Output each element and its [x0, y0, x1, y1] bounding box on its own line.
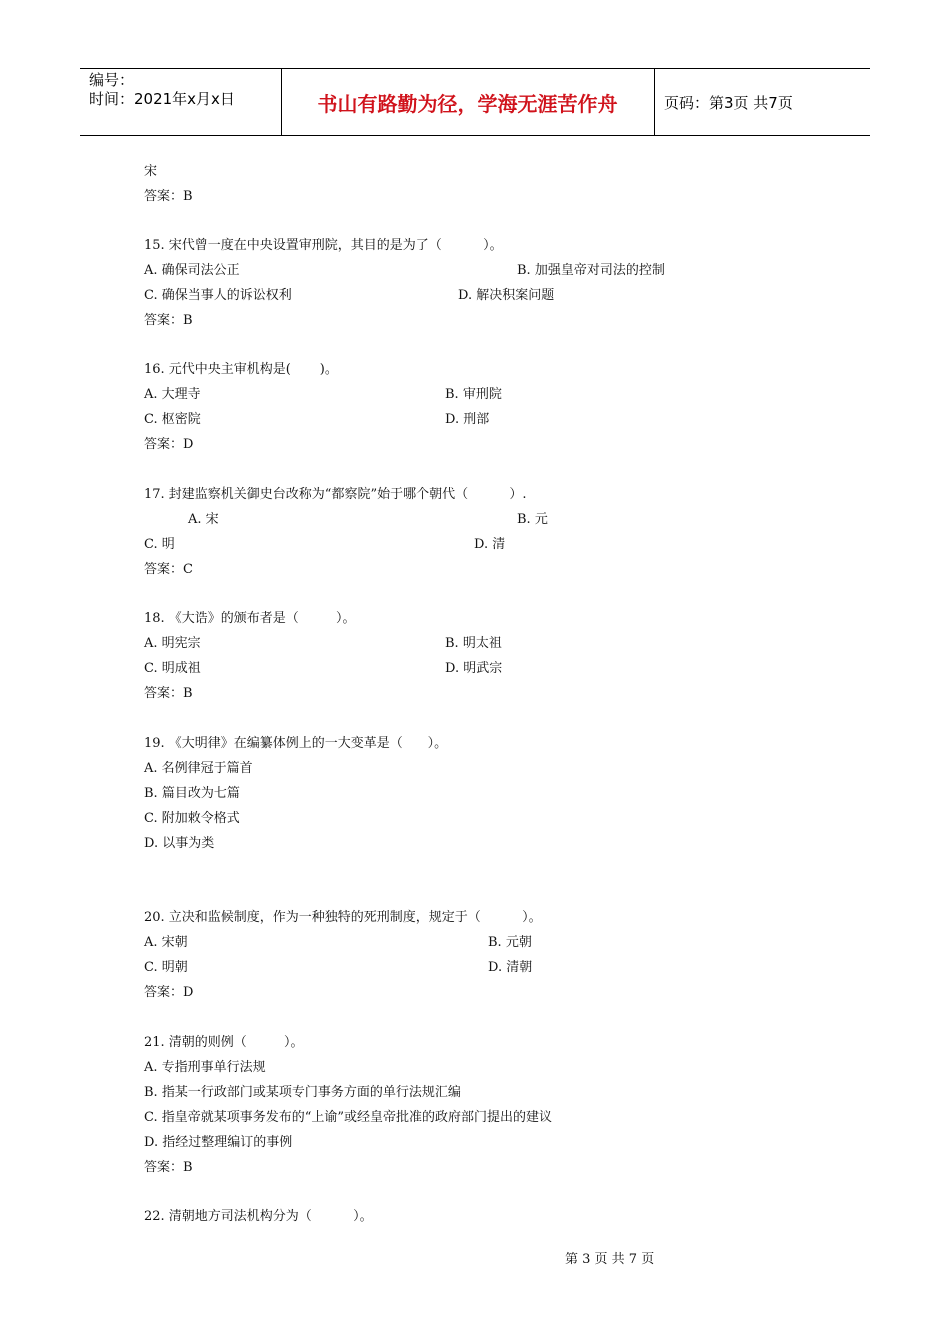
question-21-option-a: A. 专指刑事单行法规 [144, 1060, 266, 1075]
question-16-option-a: A. 大理寺 [144, 387, 201, 402]
question-17-option-c: C. 明 [144, 537, 175, 552]
question-18-answer: 答案：B [144, 686, 193, 701]
question-15-option-c: C. 确保当事人的诉讼权利 [144, 288, 292, 303]
question-15-answer: 答案：B [144, 313, 193, 328]
question-21-answer: 答案：B [144, 1160, 193, 1175]
question-21-option-c: C. 指皇帝就某项事务发布的“上谕”或经皇帝批准的政府部门提出的建议 [144, 1110, 553, 1125]
question-20-option-a: A. 宋朝 [144, 935, 188, 950]
question-20-option-b: B. 元朝 [488, 935, 532, 950]
question-18-option-c: C. 明成祖 [144, 661, 201, 676]
question-20-stem: 20. 立决和监候制度，作为一种独特的死刑制度，规定于（ ）。 [144, 910, 542, 925]
question-15-stem: 15. 宋代曾一度在中央设置审刑院，其目的是为了（ ）。 [144, 238, 503, 253]
question-20-answer: 答案：D [144, 985, 194, 1000]
question-17-option-d: D. 清 [474, 537, 506, 552]
question-21-option-b: B. 指某一行政部门或某项专门事务方面的单行法规汇编 [144, 1085, 461, 1100]
question-16-stem: 16. 元代中央主审机构是( )。 [144, 362, 338, 377]
answer: 答案：B [144, 189, 193, 204]
header-page-label: 页码：第3页 共7页 [664, 94, 793, 112]
header-divider [654, 68, 655, 136]
question-17-answer: 答案：C [144, 562, 193, 577]
question-20-option-d: D. 清朝 [488, 960, 533, 975]
question-21-option-d: D. 指经过整理编订的事例 [144, 1135, 293, 1150]
question-18-option-a: A. 明宪宗 [144, 636, 201, 651]
question-20-option-c: C. 明朝 [144, 960, 188, 975]
question-15-option-a: A. 确保司法公正 [144, 263, 240, 278]
question-19-option-b: B. 篇目改为七篇 [144, 786, 240, 801]
question-22-stem: 22. 清朝地方司法机构分为（ ）。 [144, 1209, 373, 1224]
question-19-option-a: A. 名例律冠于篇首 [144, 761, 253, 776]
question-19-option-d: D. 以事为类 [144, 836, 215, 851]
document-date: 时间：2021年x月x日 [89, 90, 235, 108]
header-motto: 书山有路勤为径，学海无涯苦作舟 [317, 92, 618, 116]
carryover-option: 宋 [144, 164, 158, 179]
header-top-rule [80, 68, 870, 69]
page-footer: 第 3 页 共 7 页 [565, 1252, 655, 1267]
header-info [89, 71, 235, 109]
question-21-stem: 21. 清朝的则例（ ）。 [144, 1035, 304, 1050]
header-bottom-rule [80, 135, 870, 136]
question-16-option-d: D. 刑部 [445, 412, 490, 427]
question-16-option-c: C. 枢密院 [144, 412, 201, 427]
question-19-option-c: C. 附加敕令格式 [144, 811, 240, 826]
question-15-option-b: B. 加强皇帝对司法的控制 [517, 263, 665, 278]
question-16-answer: 答案：D [144, 437, 194, 452]
question-17-option-a: A. 宋 [188, 512, 219, 527]
question-19-stem: 19. 《大明律》在编纂体例上的一大变革是（ ）。 [144, 736, 448, 751]
document-number-label: 编号： [89, 71, 135, 89]
question-18-stem: 18. 《大诰》的颁布者是（ ）。 [144, 611, 356, 626]
question-16-option-b: B. 审刑院 [445, 387, 502, 402]
question-17-stem: 17. 封建监察机关御史台改称为“都察院”始于哪个朝代（ ）. [144, 487, 527, 502]
question-15-option-d: D. 解决积案问题 [458, 288, 555, 303]
question-18-option-d: D. 明武宗 [445, 661, 503, 676]
question-18-option-b: B. 明太祖 [445, 636, 502, 651]
question-17-option-b: B. 元 [517, 512, 548, 527]
